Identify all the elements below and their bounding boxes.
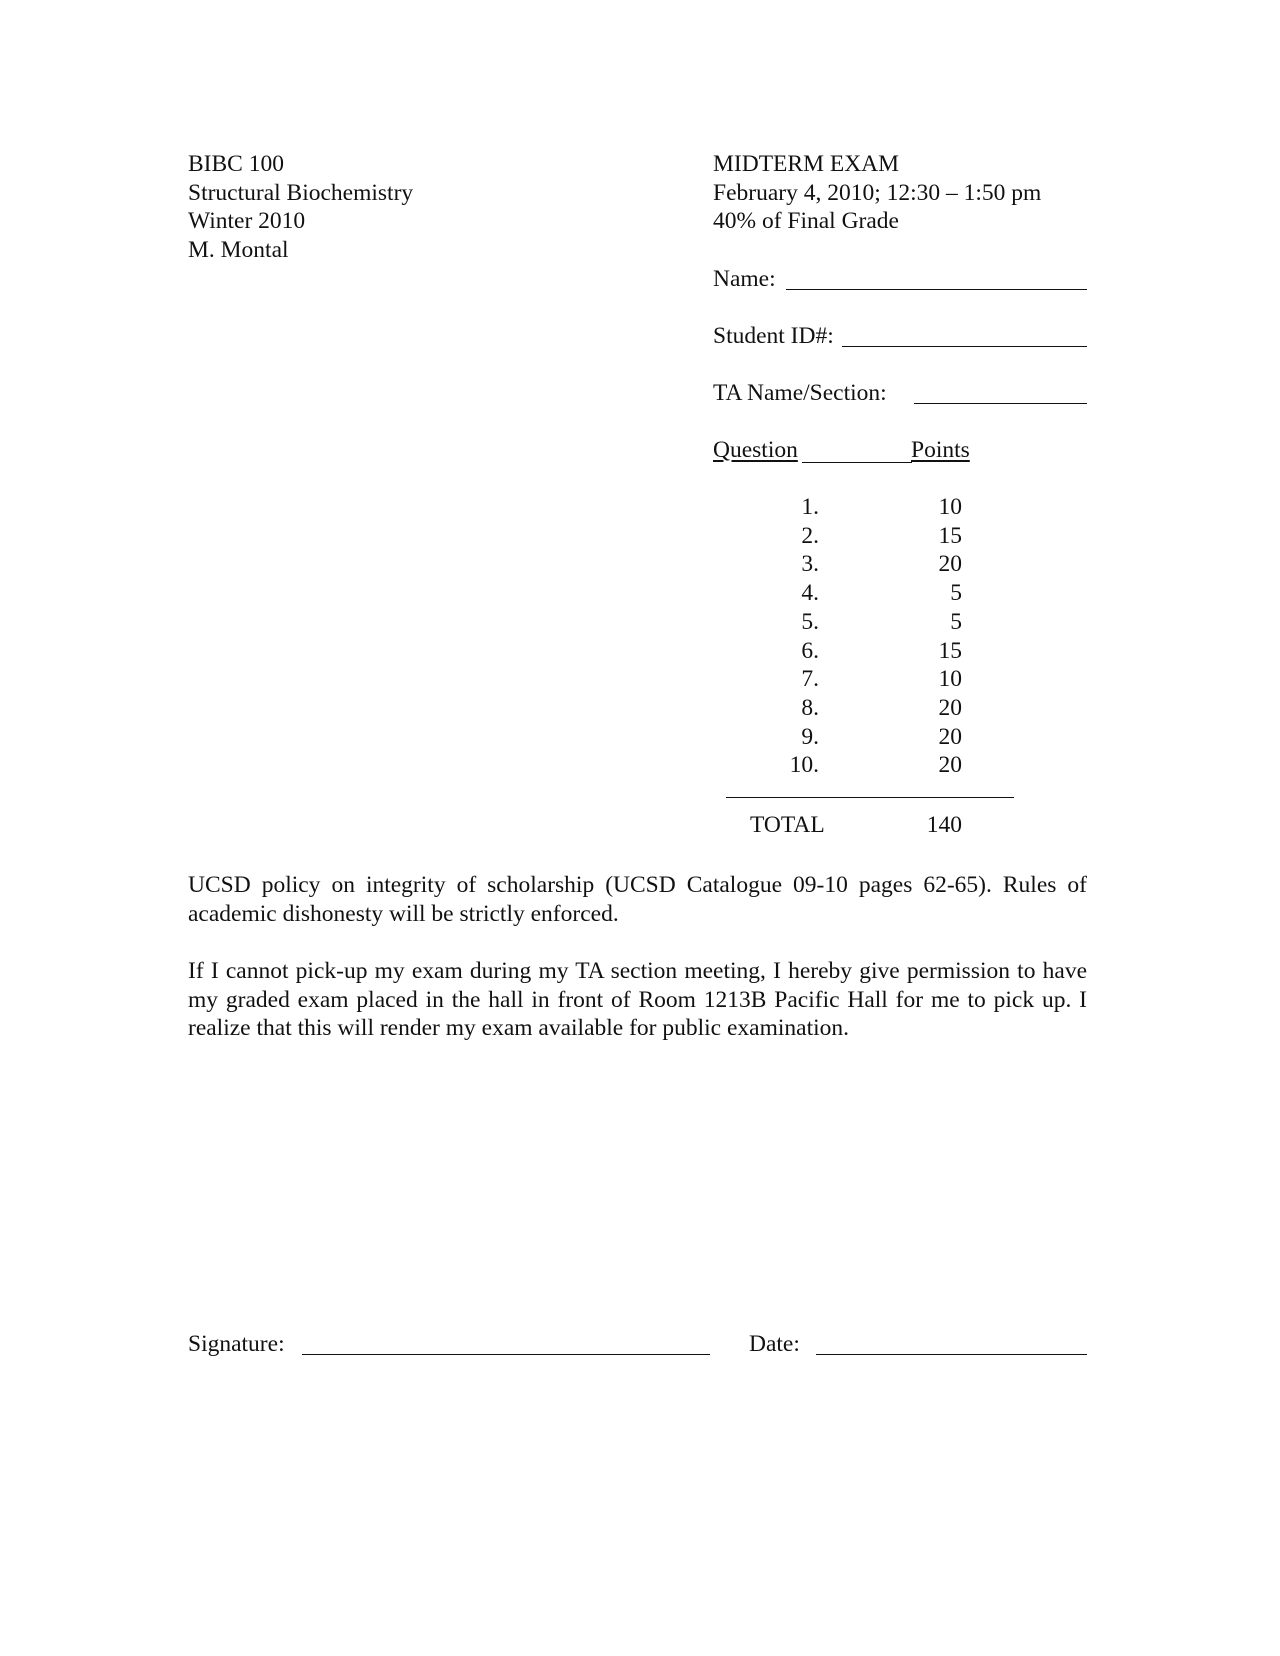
exam-info xyxy=(713,150,1041,236)
score-row xyxy=(713,751,1013,780)
total-row xyxy=(713,811,1013,840)
course-term: Winter 2010 xyxy=(188,208,306,234)
permission-statement: If I cannot pick-up my exam during my TA section meeting, I hereby give permission to have my graded exam placed in the hall in front of Room 1213B Pacific Hall for me to pick up. I realize that this will render my exam available for public examination. xyxy=(188,958,1087,1041)
integrity-policy: UCSD policy on integrity of scholarship (UCSD Catalogue 09-10 pages 62-65). Rules of academic dishonesty will be strictly enforced. xyxy=(188,872,1087,927)
question-points: 15 xyxy=(938,637,962,664)
points-header: Points xyxy=(911,437,970,463)
course-instructor: M. Montal xyxy=(188,236,289,263)
question-number: 4. xyxy=(801,580,819,607)
student-id-field-row xyxy=(713,322,1087,351)
total-divider xyxy=(726,797,1014,798)
course-title: Structural Biochemistry xyxy=(188,179,414,206)
ta-label: TA Name/Section: xyxy=(713,380,887,406)
question-points: 20 xyxy=(938,551,962,578)
score-table xyxy=(713,436,1013,840)
name-field-row xyxy=(713,265,1087,294)
exam-title: MIDTERM EXAM xyxy=(713,151,900,177)
question-points: 20 xyxy=(938,752,962,779)
question-number: 9. xyxy=(801,723,819,750)
question-number: 3. xyxy=(801,551,819,578)
exam-datetime: February 4, 2010; 12:30 – 1:50 pm xyxy=(713,179,1042,206)
ta-field[interactable] xyxy=(914,383,1087,404)
date-field[interactable] xyxy=(816,1334,1087,1355)
header-underline xyxy=(802,462,912,463)
course-code: BIBC 100 xyxy=(188,151,284,177)
question-points: 20 xyxy=(938,694,962,721)
score-table-header xyxy=(713,436,1013,465)
name-field[interactable] xyxy=(786,269,1087,290)
course-info xyxy=(188,150,413,264)
score-row xyxy=(713,522,1013,551)
date-label: Date: xyxy=(749,1331,800,1357)
score-row xyxy=(713,637,1013,666)
question-number: 1. xyxy=(801,494,819,520)
score-row xyxy=(713,665,1013,694)
question-points: 5 xyxy=(950,580,962,607)
question-points: 5 xyxy=(950,608,962,635)
question-points: 20 xyxy=(938,723,962,750)
ta-field-row xyxy=(713,379,1087,408)
question-number: 7. xyxy=(801,666,819,693)
question-points: 15 xyxy=(938,522,962,549)
score-row xyxy=(713,579,1013,608)
student-id-label: Student ID#: xyxy=(713,323,834,349)
signoff-row xyxy=(188,1330,1088,1360)
signature-field[interactable] xyxy=(302,1334,710,1355)
question-number: 5. xyxy=(801,608,819,635)
score-row xyxy=(713,550,1013,579)
question-points: 10 xyxy=(938,666,962,693)
question-number: 6. xyxy=(801,637,819,664)
question-number: 2. xyxy=(801,522,819,549)
score-row xyxy=(713,493,1013,522)
student-id-field[interactable] xyxy=(842,326,1087,347)
question-number: 10. xyxy=(789,752,819,779)
question-points: 10 xyxy=(938,494,962,520)
signature-label: Signature: xyxy=(188,1331,285,1357)
score-row xyxy=(713,723,1013,752)
exam-weight: 40% of Final Grade xyxy=(713,208,899,234)
total-label: TOTAL xyxy=(750,812,825,838)
total-value: 140 xyxy=(926,812,962,838)
question-header: Question xyxy=(713,437,798,463)
score-rows xyxy=(713,493,1013,783)
score-row xyxy=(713,608,1013,637)
question-number: 8. xyxy=(801,694,819,721)
name-label: Name: xyxy=(713,266,776,292)
score-row xyxy=(713,694,1013,723)
